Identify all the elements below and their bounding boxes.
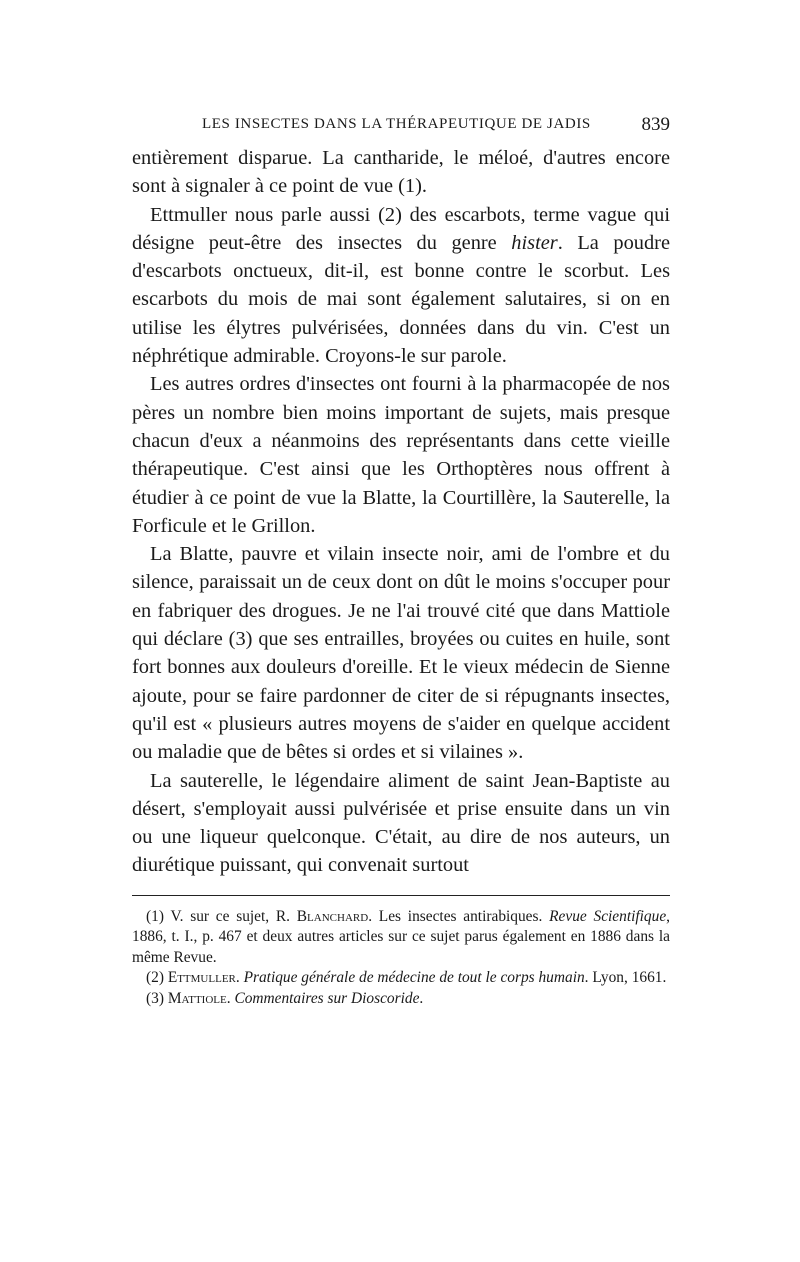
footnote-3 <box>132 989 670 1009</box>
paragraph-2-part-a: Ettmuller nous parle aussi <box>150 203 371 226</box>
paragraph-4 <box>132 540 670 766</box>
footnotes <box>132 907 670 1009</box>
footnote-2-marker: (2) <box>146 969 164 987</box>
paragraph-2-part-c: . La poudre d'escarbots onctueux, dit-il, est bonne contre le scorbut. Les escarbots du mois de mai sont également salutaires, si on en utilise les élytres pulvérisées, données dans du vin. C'est un néphrétique admirable. Croyons-le sur parole. <box>132 231 670 368</box>
footnote-1-part-c: , 1886, t. I., p. 467 et deux autres articles sur ce sujet parus également en 1886 dans la même Revue. <box>132 908 671 966</box>
paragraph-5-text: La sauterelle, le légendaire aliment de saint Jean-Baptiste au désert, s'employait aussi pulvérisée et prise ensuite dans un vin ou une liqueur quelconque. C'était, au dire de nos auteurs, un diurétique puissant, qui convenait surtout <box>132 769 670 877</box>
footnote-1-author: Blanchard <box>296 908 369 925</box>
paragraph-1-end: . <box>421 175 428 198</box>
paragraph-1 <box>132 144 670 201</box>
page-number: 839 <box>641 114 670 135</box>
paragraph-5 <box>132 767 670 880</box>
footnote-ref-3: (3) <box>228 628 253 651</box>
footnote-ref-2: (2) <box>378 203 402 226</box>
paragraph-4-part-b: que ses entrailles, broyées ou cuites en huile, sont fort bonnes aux douleurs d'oreille. Et le vieux médecin de Sienne ajoute, pour se faire pardonner de citer de si répugnants insectes, qu'il est « plusieurs autres moyens de s'aider en quelque accident ou maladie que de bêtes si ordes et si vilaines ». <box>132 628 670 764</box>
running-title: LES INSECTES DANS LA THÉRAPEUTIQUE DE JADIS <box>202 116 591 132</box>
footnote-3-author: Mattiole <box>167 989 227 1007</box>
footnote-ref-1: (1) <box>398 175 422 198</box>
paragraph-3 <box>132 370 670 540</box>
footnote-3-marker: (3) <box>146 989 164 1007</box>
footnote-1-part-b: . Les insectes antirabiques. <box>368 908 543 925</box>
footnote-2-part-c: . Lyon, 1661. <box>584 969 667 987</box>
footnote-1 <box>132 907 670 968</box>
footnote-2 <box>132 968 670 988</box>
footnote-2-title: Pratique générale de médecine de tout le corps humain <box>243 969 585 987</box>
footnote-3-sep: . <box>226 989 231 1007</box>
running-head <box>132 116 670 138</box>
paragraph-1-text: entièrement disparue. La cantharide, le méloé, d'autres encore sont à signaler à ce point de vue <box>132 147 670 198</box>
footnote-3-part-c: . <box>419 989 424 1007</box>
footnote-divider <box>132 895 670 896</box>
paragraph-3-text: Les autres ordres d'insectes ont fourni à la pharmacopée de nos pères un nombre bien moins important de sujets, mais presque chacun d'eux a néanmoins des représentants dans cette vieille thérapeutique. C'est ainsi que les Orthoptères nous offrent à étudier à ce point de vue la Blatte, la Courtillère, la Sauterelle, la Forficule et le Grillon. <box>132 373 670 537</box>
footnote-3-title: Commentaires sur Dioscoride <box>234 989 420 1007</box>
paragraph-4-part-a: La Blatte, pauvre et vilain insecte noir, ami de l'ombre et du silence, paraissait un de ceux dont on dût le moins s'occuper pour en fabriquer des drogues. Je ne l'ai trouvé cité que dans Mattiole qui déclare <box>132 543 670 651</box>
footnote-1-marker: (1) <box>146 908 164 925</box>
paragraph-2 <box>132 201 670 371</box>
genus-name: hister <box>511 231 558 254</box>
body-text <box>132 144 670 880</box>
paragraph-2-part-b: des escarbots, terme vague qui désigne peut-être des insectes du genre <box>132 203 670 254</box>
footnote-2-sep: . <box>235 969 240 987</box>
footnote-1-journal: Revue Scientifique <box>549 908 667 925</box>
footnote-1-part-a: V. sur ce sujet, R. <box>170 908 291 925</box>
footnote-2-author: Ettmuller <box>167 969 236 987</box>
